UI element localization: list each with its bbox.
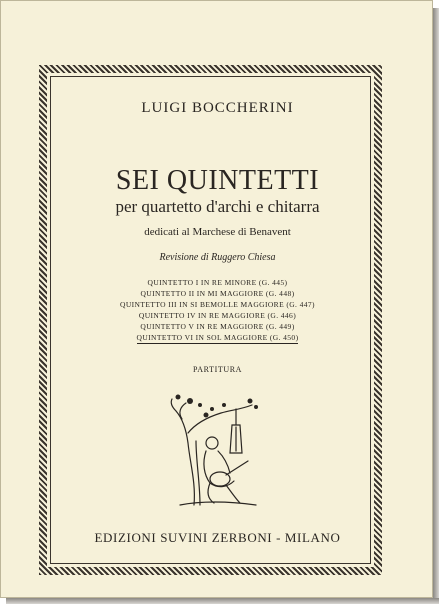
page-title: SEI QUINTETTI (115, 165, 320, 196)
work-title: QUINTETTO II IN MI MAGGIORE (G. 448) (140, 289, 295, 298)
works-list (1, 277, 434, 343)
list-item (1, 321, 434, 332)
score-type: PARTITURA (192, 365, 243, 374)
work-title: QUINTETTO VI IN SOL MAGGIORE (G. 450) (136, 333, 299, 342)
list-item (1, 310, 434, 321)
work-title: QUINTETTO III IN SI BEMOLLE MAGGIORE (G. 447) (120, 300, 315, 309)
subtitle: per quartetto d'archi e chitarra (115, 197, 320, 216)
list-item (1, 277, 434, 288)
revision-credit: Revisione di Ruggero Chiesa (159, 252, 276, 263)
publisher-name: EDIZIONI SUVINI ZERBONI - MILANO (94, 530, 341, 545)
work-title: QUINTETTO I IN RE MINORE (G. 445) (147, 278, 288, 287)
guitarist-tree-illustration-icon (166, 383, 266, 511)
list-item (1, 288, 434, 299)
composer-name: LUIGI BOCCHERINI (141, 100, 294, 116)
work-title: QUINTETTO IV IN RE MAGGIORE (G. 446) (138, 311, 297, 320)
page-shadow-bottom (6, 598, 439, 604)
work-title: QUINTETTO V IN RE MAGGIORE (G. 449) (140, 322, 295, 331)
dedication: dedicati al Marchese di Benavent (144, 226, 291, 238)
list-item (1, 332, 434, 343)
list-item (1, 299, 434, 310)
